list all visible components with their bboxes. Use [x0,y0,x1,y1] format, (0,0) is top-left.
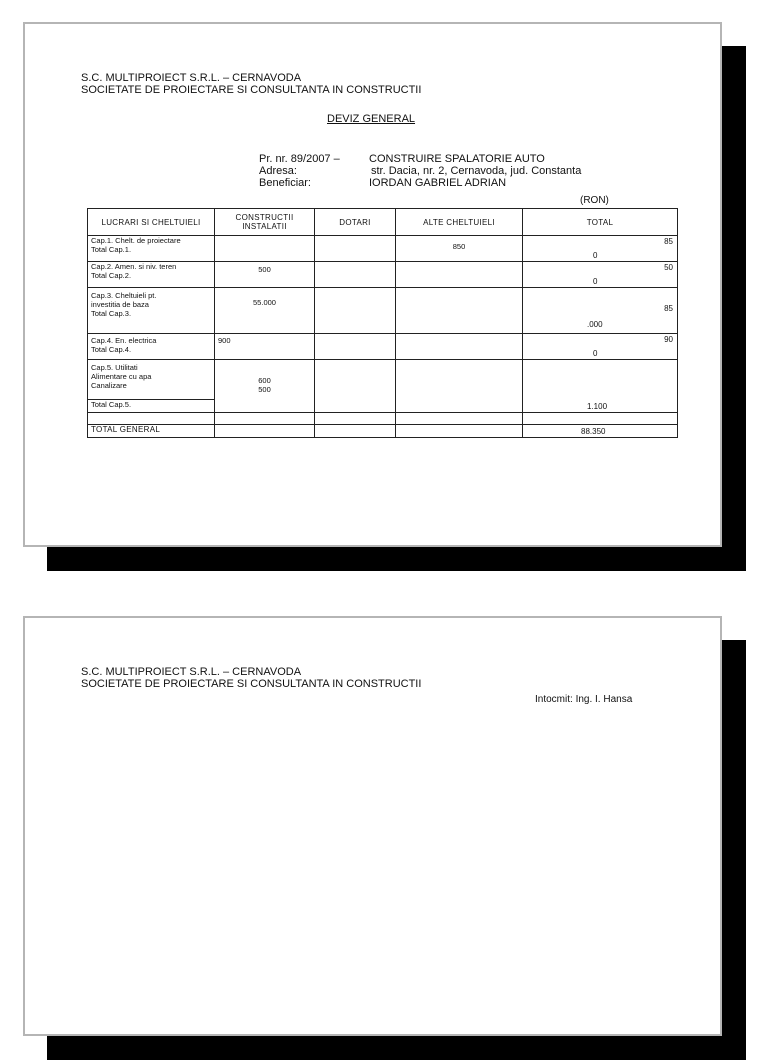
project-number-label: Pr. nr. 89/2007 – [259,153,340,165]
table-row [88,360,678,400]
cell-value: 85 [664,304,673,313]
header-works: LUCRARI SI CHELTUIELI [88,209,215,236]
row-total-label: Total Cap.5. [88,400,215,413]
cell-value: 850 [452,242,466,251]
document-page-1 [23,22,722,547]
table-header-row [88,209,678,236]
header-equipment: DOTARI [315,209,396,236]
document-title: DEVIZ GENERAL [327,113,416,125]
row-total-label: Total Cap.2. [91,271,132,280]
beneficiary-value: IORDAN GABRIEL ADRIAN [369,177,507,189]
cell-value: 88.350 [581,427,606,436]
header-other-costs: ALTE CHELTUIELI [396,209,523,236]
row-label: TOTAL GENERAL [88,425,215,438]
company-description: SOCIETATE DE PROIECTARE SI CONSULTANTA IN CONSTRUCTII [81,678,422,690]
company-name: S.C. MULTIPROIECT S.R.L. – CERNAVODA [81,666,302,678]
currency-label: (RON) [580,195,609,206]
prepared-by: Intocmit: Ing. I. Hansa [535,694,633,705]
table-row [88,262,678,288]
header-constructions: CONSTRUCTII INSTALATII [215,209,315,236]
address-value: str. Dacia, nr. 2, Cernavoda, jud. Constanta [371,165,582,177]
cell-value: 85 [664,237,673,246]
row-label: Cap.4. En. electrica [91,336,157,345]
row-label: Canalizare [91,381,127,390]
table-row [88,288,678,334]
cell-value: 50 [664,263,673,272]
cell-value: 0 [593,251,598,260]
row-label: Alimentare cu apa [91,372,152,381]
project-labels [259,153,340,189]
cell-value: 500 [258,265,271,274]
cell-value: 1.100 [587,402,608,411]
row-total-label: Total Cap.1. [91,245,132,254]
project-name: CONSTRUIRE SPALATORIE AUTO [369,153,545,165]
row-label: Cap.3. Cheltuieli pt. [91,291,157,300]
row-label: Cap.5. Utilitati [91,363,138,372]
cell-value: 0 [593,277,598,286]
company-header [81,666,421,690]
row-label: Cap.2. Amen. si niv. teren [91,262,177,271]
row-total-label: Total Cap.3. [91,309,132,318]
table-row-total-general [88,425,678,438]
cell-value: .000 [587,320,603,329]
cell-value: 55.000 [253,298,276,307]
cell-value: 900 [218,336,231,345]
project-values [369,153,581,189]
cell-value: 0 [593,349,598,358]
company-description: SOCIETATE DE PROIECTARE SI CONSULTANTA IN CONSTRUCTII [81,84,422,96]
company-header [81,72,421,96]
row-total-label: Total Cap.4. [91,345,132,354]
header-total: TOTAL [523,209,678,236]
document-page-2 [23,616,722,1036]
budget-table [87,208,678,438]
table-row [88,236,678,262]
beneficiary-label: Beneficiar: [259,177,311,189]
company-name: S.C. MULTIPROIECT S.R.L. – CERNAVODA [81,72,302,84]
table-row [88,334,678,360]
row-label: Cap.1. Chelt. de proiectare [91,236,181,245]
cell-value: 90 [664,335,673,344]
table-row [88,413,678,425]
address-label: Adresa: [259,165,297,177]
cell-value: 600 [258,376,271,385]
cell-value: 500 [258,385,271,394]
row-label: investitia de baza [91,300,149,309]
